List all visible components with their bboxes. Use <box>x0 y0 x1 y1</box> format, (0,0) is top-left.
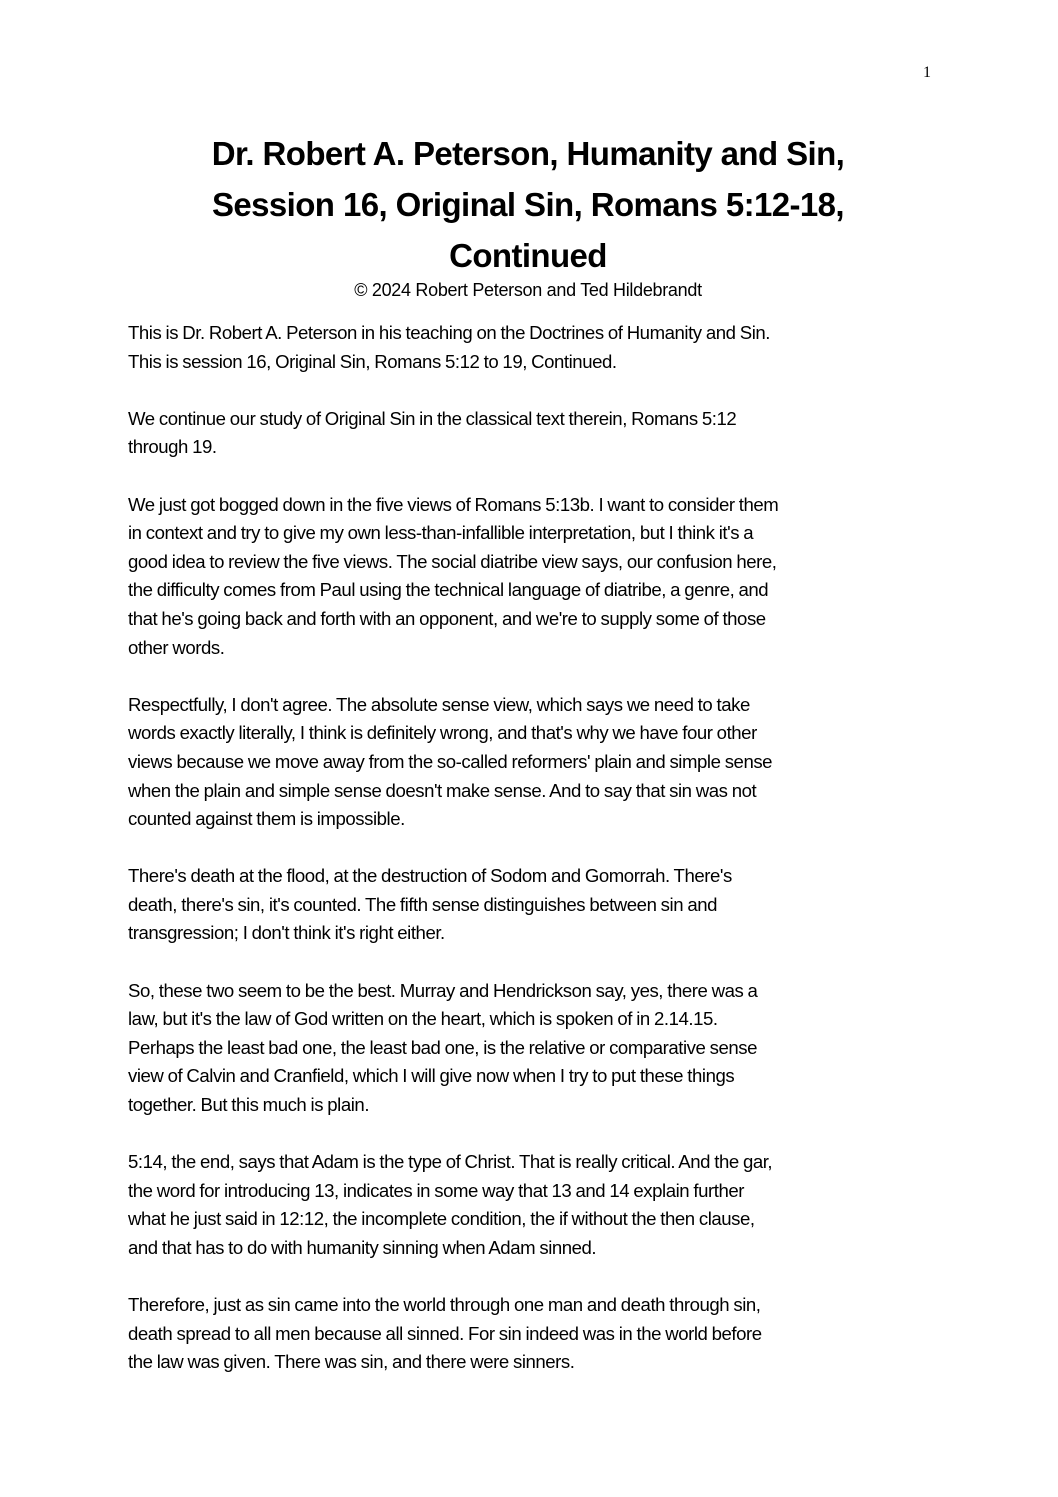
text-line: words exactly literally, I think is definitely wrong, and that's why we have four other <box>128 722 757 744</box>
text-line: death spread to all men because all sinned. For sin indeed was in the world before <box>128 1322 762 1344</box>
paragraph-study <box>128 405 928 462</box>
text-line: death, there's sin, it's counted. The fifth sense distinguishes between sin and <box>128 893 717 915</box>
text-line: together. But this much is plain. <box>128 1094 370 1116</box>
copyright-notice: © 2024 Robert Peterson and Ted Hildebrandt <box>354 280 702 300</box>
document-title <box>128 128 928 281</box>
text-line: view of Calvin and Cranfield, which I will give now when I try to put these things <box>128 1065 735 1087</box>
document-header <box>128 128 928 303</box>
text-line: the difficulty comes from Paul using the technical language of diatribe, a genre, and <box>128 579 769 601</box>
paragraph-absolute-sense <box>128 691 928 834</box>
text-line: 5:14, the end, says that Adam is the type of Christ. That is really critical. And the gar, <box>128 1151 773 1173</box>
text-line: So, these two seem to be the best. Murray and Hendrickson say, yes, there was a <box>128 979 758 1001</box>
paragraph-five-views <box>128 491 928 663</box>
paragraph-therefore <box>128 1291 928 1377</box>
text-line: Respectfully, I don't agree. The absolute sense view, which says we need to take <box>128 693 750 715</box>
text-line: We just got bogged down in the five views of Romans 5:13b. I want to consider them <box>128 493 779 515</box>
text-line: other words. <box>128 636 225 658</box>
title-line: Dr. Robert A. Peterson, Humanity and Sin, <box>211 135 845 172</box>
text-line: and that has to do with humanity sinning when Adam sinned. <box>128 1237 597 1258</box>
title-line: Session 16, Original Sin, Romans 5:12-18, <box>212 186 844 223</box>
title-line: Continued <box>449 237 607 274</box>
text-line: the word for introducing 13, indicates in some way that 13 and 14 explain further <box>128 1179 744 1201</box>
text-line: Therefore, just as sin came into the world through one man and death through sin, <box>128 1294 761 1316</box>
text-line: transgression; I don't think it's right either. <box>128 922 445 944</box>
text-line: what he just said in 12:12, the incomplete condition, the if without the then clause, <box>128 1208 755 1230</box>
paragraph-adam-type <box>128 1148 928 1262</box>
page-number: 1 <box>923 64 931 81</box>
text-line: when the plain and simple sense doesn't make sense. And to say that sin was not <box>128 779 757 801</box>
text-line: There's death at the flood, at the destruction of Sodom and Gomorrah. There's <box>128 865 732 887</box>
text-line: We continue our study of Original Sin in the classical text therein, Romans 5:12 <box>128 407 737 429</box>
text-line: law, but it's the law of God written on the heart, which is spoken of in 2.14.15. <box>128 1008 718 1030</box>
text-line: Perhaps the least bad one, the least bad one, is the relative or comparative sense <box>128 1036 757 1058</box>
text-line: This is Dr. Robert A. Peterson in his teaching on the Doctrines of Humanity and Sin. <box>128 322 770 343</box>
document-body <box>128 319 928 1406</box>
paragraph-best-views <box>128 977 928 1120</box>
text-line: This is session 16, Original Sin, Romans 5:12 to 19, Continued. <box>128 350 617 372</box>
text-line: good idea to review the five views. The social diatribe view says, our confusion here, <box>128 550 777 572</box>
text-line: in context and try to give my own less-than-infallible interpretation, but I think it's a <box>128 522 754 544</box>
text-line: counted against them is impossible. <box>128 808 405 830</box>
text-line: through 19. <box>128 436 217 458</box>
text-line: the law was given. There was sin, and there were sinners. <box>128 1351 575 1373</box>
paragraph-flood <box>128 862 928 948</box>
text-line: that he's going back and forth with an opponent, and we're to supply some of those <box>128 607 766 629</box>
paragraph-intro <box>128 319 928 376</box>
text-line: views because we move away from the so-called reformers' plain and simple sense <box>128 750 773 772</box>
